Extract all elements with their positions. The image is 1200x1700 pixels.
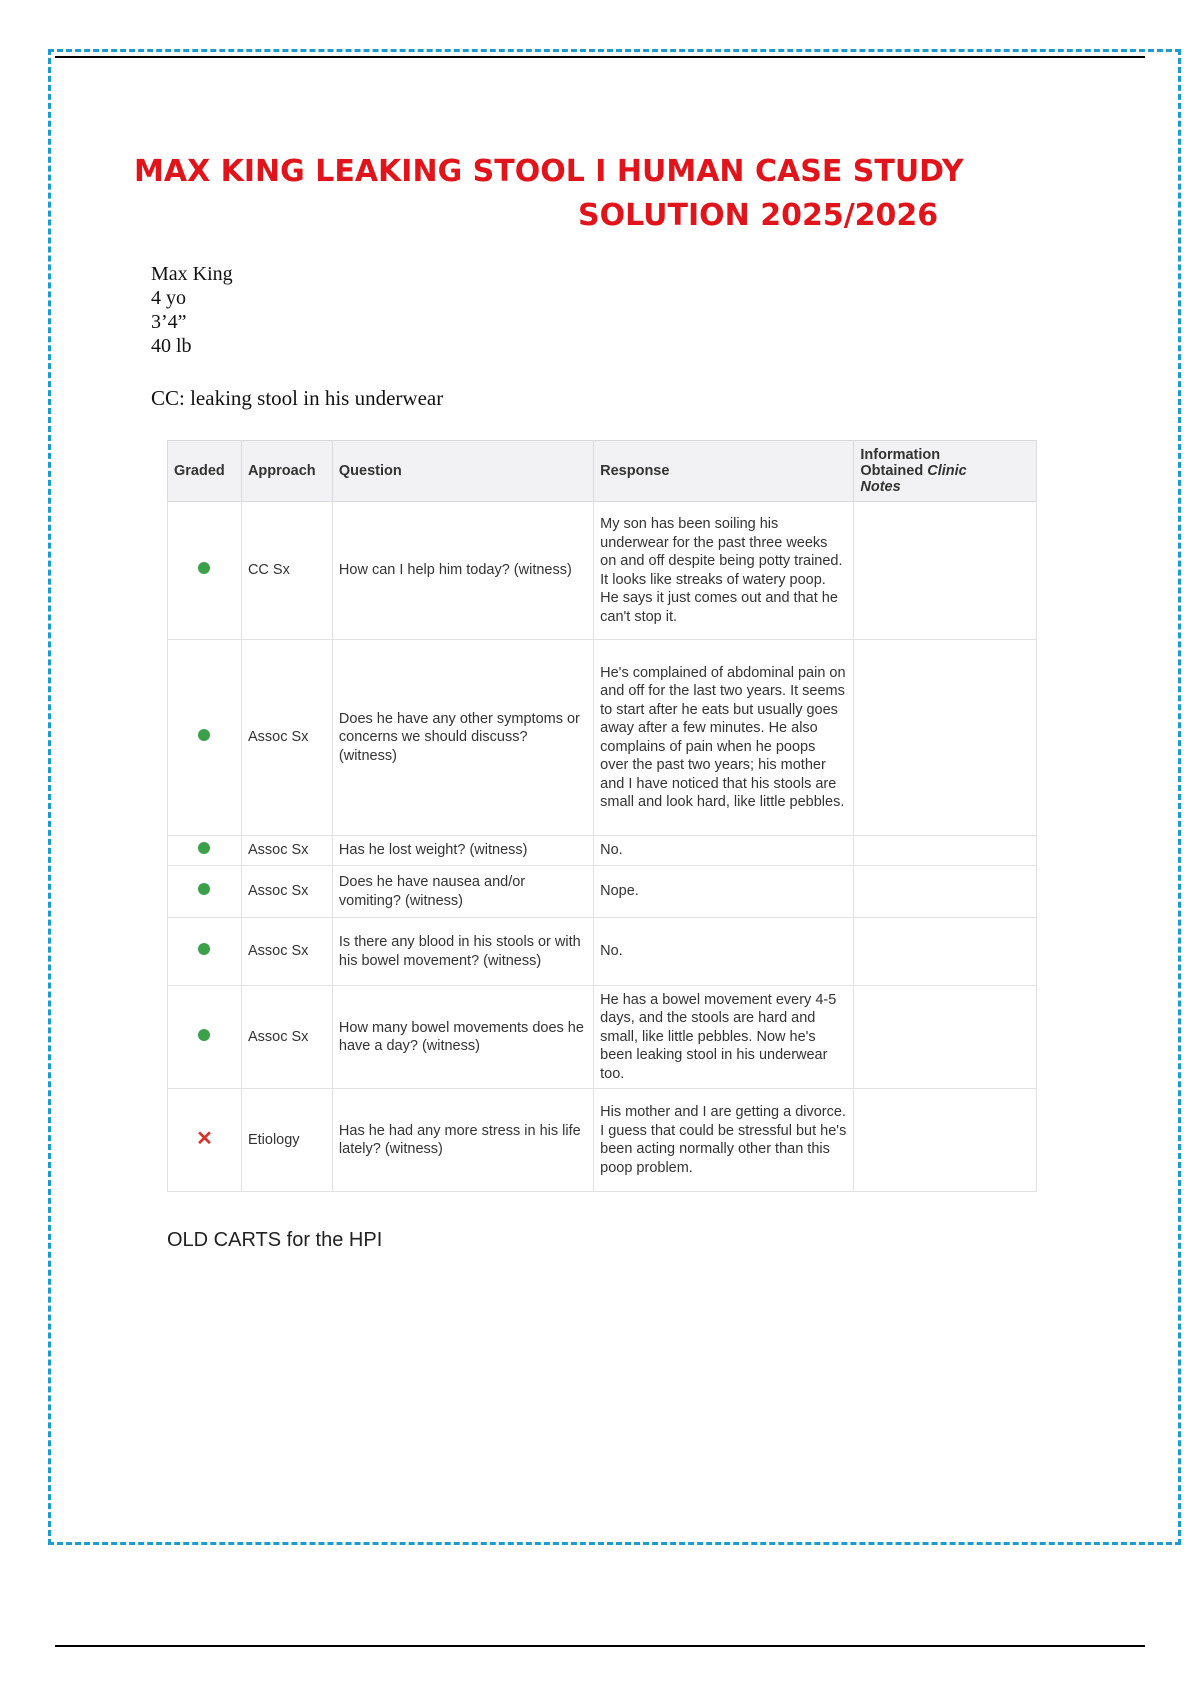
header-info-line1: Information — [860, 447, 941, 463]
patient-age: 4 yo — [151, 287, 186, 309]
approach-cell: Assoc Sx — [241, 836, 332, 866]
graded-cell — [168, 986, 242, 1089]
case-history-table — [167, 440, 1037, 1192]
info-cell — [854, 640, 1037, 836]
question-cell: How many bowel movements does he have a day? (witness) — [332, 986, 593, 1089]
approach-cell: Etiology — [241, 1089, 332, 1192]
patient-weight: 40 lb — [151, 335, 192, 357]
footer-rule — [55, 1645, 1145, 1647]
approach-cell: Assoc Sx — [241, 986, 332, 1089]
graded-cell — [168, 866, 242, 918]
response-cell: No. — [594, 918, 854, 986]
table-row — [168, 836, 1037, 866]
header-info-line2: Obtained — [860, 463, 928, 479]
table-row — [168, 918, 1037, 986]
question-cell: Has he had any more stress in his life lately? (witness) — [332, 1089, 593, 1192]
red-x-icon: ✕ — [196, 1127, 213, 1150]
info-cell — [854, 502, 1037, 640]
document-title — [100, 150, 1100, 238]
green-dot-icon — [198, 883, 210, 895]
approach-cell: Assoc Sx — [241, 866, 332, 918]
table-row — [168, 640, 1037, 836]
info-cell — [854, 986, 1037, 1089]
response-cell: He has a bowel movement every 4-5 days, and the stools are hard and small, like little pebbles. Now he's been leaking stool in his underwear too. — [594, 986, 854, 1089]
info-cell — [854, 866, 1037, 918]
header-information — [854, 441, 1037, 502]
approach-cell: Assoc Sx — [241, 918, 332, 986]
info-cell — [854, 918, 1037, 986]
graded-cell — [168, 918, 242, 986]
patient-info — [151, 262, 233, 358]
question-cell: Does he have any other symptoms or concerns we should discuss? (witness) — [332, 640, 593, 836]
green-dot-icon — [198, 842, 210, 854]
response-cell: His mother and I are getting a divorce. I guess that could be stressful but he's been acting normally other than this poop problem. — [594, 1089, 854, 1192]
green-dot-icon — [198, 1029, 210, 1041]
header-question: Question — [332, 441, 593, 502]
response-cell: No. — [594, 836, 854, 866]
approach-cell: CC Sx — [241, 502, 332, 640]
header-rule — [55, 56, 1145, 58]
graded-cell — [168, 836, 242, 866]
response-cell: Nope. — [594, 866, 854, 918]
table-row — [168, 502, 1037, 640]
question-cell: Does he have nausea and/or vomiting? (witness) — [332, 866, 593, 918]
approach-cell: Assoc Sx — [241, 640, 332, 836]
info-cell — [854, 836, 1037, 866]
response-cell: My son has been soiling his underwear for the past three weeks on and off despite being potty trained. It looks like streaks of watery poop. He says it just comes out and that he can't stop it. — [594, 502, 854, 640]
question-cell: Has he lost weight? (witness) — [332, 836, 593, 866]
question-cell: How can I help him today? (witness) — [332, 502, 593, 640]
header-approach: Approach — [241, 441, 332, 502]
graded-cell — [168, 502, 242, 640]
table-row — [168, 1089, 1037, 1192]
header-info-line2-italic: Clinic — [927, 463, 967, 479]
question-cell: Is there any blood in his stools or with his bowel movement? (witness) — [332, 918, 593, 986]
header-response: Response — [594, 441, 854, 502]
table-row — [168, 986, 1037, 1089]
green-dot-icon — [198, 729, 210, 741]
chief-complaint: CC: leaking stool in his underwear — [151, 386, 444, 410]
cut-off-heading: OLD CARTS for the HPI — [167, 1229, 383, 1251]
header-graded: Graded — [168, 441, 242, 502]
title-line-1: MAX KING LEAKING STOOL I HUMAN CASE STUDY — [134, 154, 964, 189]
patient-name: Max King — [151, 263, 233, 285]
graded-cell — [168, 640, 242, 836]
green-dot-icon — [198, 943, 210, 955]
response-cell: He's complained of abdominal pain on and off for the last two years. It seems to start after he eats but usually goes away after a few minutes. He also complains of pain when he poops over the past two years; his mother and I have noticed that his stools are small and look hard, like little pebbles. — [594, 640, 854, 836]
graded-cell — [168, 1089, 242, 1192]
info-cell — [854, 1089, 1037, 1192]
title-line-2: SOLUTION 2025/2026 — [578, 198, 939, 233]
green-dot-icon — [198, 562, 210, 574]
table-header-row — [168, 441, 1037, 502]
patient-height: 3’4” — [151, 311, 187, 333]
header-info-line3-italic: Notes — [860, 479, 901, 495]
table-row — [168, 866, 1037, 918]
